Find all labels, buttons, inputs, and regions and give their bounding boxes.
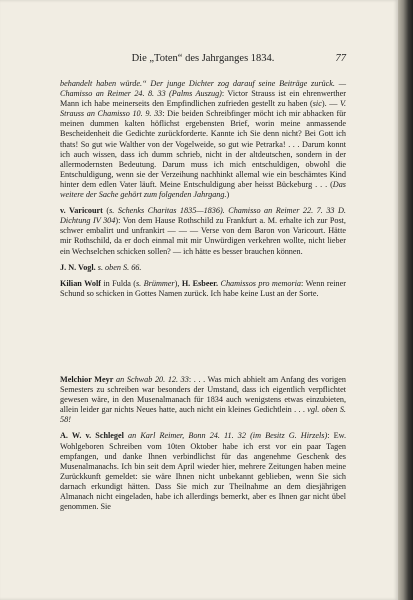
entry-name: Melchior Meyr	[60, 375, 114, 384]
text-block-lower	[60, 375, 346, 512]
paragraph-vogl: J. N. Vogl. s. oben S. 66.	[60, 262, 142, 272]
page-number: 77	[335, 53, 346, 64]
paragraph-wolf: Kilian Wolf in Fulda (s. Brümmer), H. Esbeer. Chamissos pro memoria: Wenn reiner Schund so schicken in Gottes Namen zurück. Ich habe keine Lust an der Sorte.	[60, 278, 347, 298]
entry-name: J. N. Vogl.	[60, 262, 96, 272]
paragraph-meyr: Melchior Meyr an Schwab 20. 12. 33: . . . Was mich abhielt am Anfang des vorigen Semesters zu schreiben war besonders der Umstand, dass ich eigentlich verpflichtet gewesen wäre, in den Musenalmanach für 1834 auch wenigstens etwas einzubieten, allein leider gar nichts Neues hatte, auch nicht ein kleines Gedichtlein . . . vgl. oben S. 58!	[60, 375, 346, 425]
running-title: Die „Toten“ des Jahrganges 1834.	[131, 53, 275, 64]
running-header	[60, 53, 346, 67]
paragraph-varicourt: v. Varicourt (s. Schenks Charitas 1835—1836). Chamisso an Reimer 22. 7. 33 D. Dichtung IV 304): Von dem Hause Rothschild zu Frankfurt a. M. erhalte ich zur Post, schwer embalirt und unfrankirt — — — Verse von dem Baron von Varicourt. Hätte mir Rothschild, da er doch einmal mit mir Unwürdigen verkehren wollte, nicht lieber ein Wechselchen schicken sollen? — ich hätte es besser brauchen können.	[60, 206, 346, 256]
paragraph-strauss: behandelt haben würde.“ Der junge Dichter zog darauf seine Beiträge zurück. — Chamisso an Reimer 24. 8. 33 (Palms Auszug): Victor Strauss ist ein ehrenwerther Mann ich habe meinerseits den Empfindlichen zufrieden gestellt zu haben (sic). — V. Strauss an Chamisso 10. 9. 33: Die beiden Schreibfinger möcht ich mir abhacken für meinen dummen kalten höflichst ergebensten Brief, worin meine anmassende Bescheidenheit die Gedichte zurückforderte. Kannte ich Sie denn nicht? Bei Gott ich thats! So gut wie Walther von der Vogelweide, so gut wie Petrarka! . . . Darum konnt ich auch wissen, dass ich dumm schrieb, nicht in der altdeutschen, sondern in der allermodernsten Bedeutung. Darum muss ich mich entschuldigen, obwohl die Entschuldigung, wenn sie der Verzeihung nachhinkt allemal wie ein beschämtes Kind hinter dem edlen Vater läuft. Meine Entschuldigung aber heisst Bückeburg . . . (Das weitere der Sache gehört zum folgenden Jahrgang.)	[60, 79, 347, 200]
text-block-upper	[60, 79, 346, 299]
entry-name: A. W. v. Schlegel	[60, 431, 124, 441]
paragraph-schlegel: A. W. v. Schlegel an Karl Reimer, Bonn 24. 11. 32 (im Besitz G. Hirzels): Ew. Wohlgeboren Schreiben vom 10ten Oktober habe ich erst vor ein paar Tagen empfangen, und danke Ihnen verbindlichst für das angenehme Geschenk des Musenalmanachs. Ich bin seit dem April wieder hier, mehrere Zeitungen haben meine Zurückkunft gemeldet: sie wäre Ihnen nicht unbekannt geblieben, wenn Sie sich darnach erkundigt hätten. Dass Sie mich zur Theilnahme an dem diesjährigen Almanach nicht eingeladen, habe ich allerdings bemerkt, aber es Ihnen gar nicht übel genommen. Sie	[60, 431, 346, 512]
entry-name: v. Varicourt	[60, 206, 103, 216]
entry-name: Kilian Wolf	[60, 278, 101, 288]
book-spine-shadow	[398, 0, 413, 600]
entry-name: H. Esbeer.	[181, 278, 219, 288]
